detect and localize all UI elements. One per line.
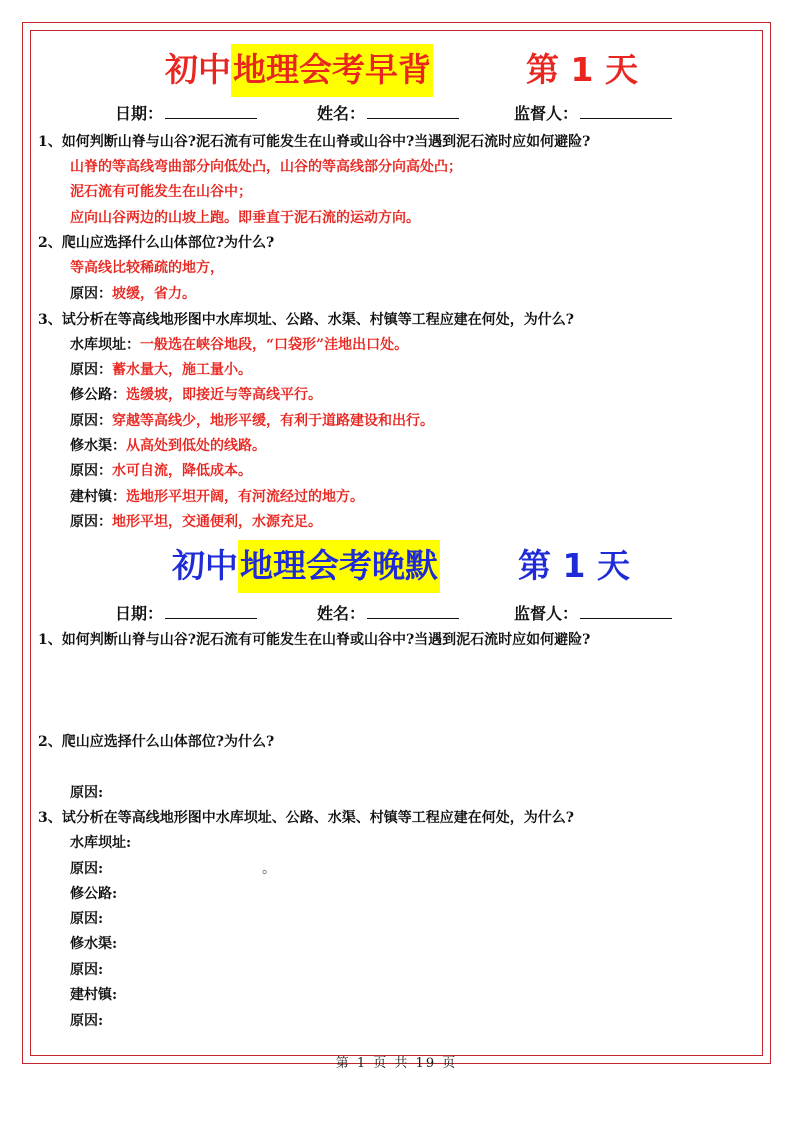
evening-title-prefix: 初中 [172, 546, 238, 585]
supervisor-blank [580, 100, 672, 119]
morning-question-2: 2、爬山应选择什么山体部位?为什么? [38, 235, 275, 251]
reason-text: 坡缓，省力。 [112, 286, 196, 302]
evening-name-field[interactable] [317, 600, 459, 626]
road-text: 选缓坡，即接近与等高线平行。 [126, 387, 322, 403]
morning-name-field[interactable] [317, 100, 459, 126]
evening-road-label: 修公路: [70, 886, 118, 902]
evening-title [172, 536, 440, 596]
road-reason-label: 原因： [70, 413, 112, 429]
supervisor-label: 监督人： [514, 104, 579, 123]
reason-label: 原因： [70, 286, 112, 302]
canal-label: 修水渠： [70, 438, 126, 454]
canal-reason-text: 水可自流，降低成本。 [112, 463, 252, 479]
morning-answer-1-2: 泥石流有可能发生在山谷中； [70, 184, 252, 200]
page-footer [0, 1055, 793, 1073]
morning-answer-2-1: 等高线比较稀疏的地方， [70, 260, 224, 276]
village-reason-label: 原因： [70, 514, 112, 530]
evening-info-row [0, 600, 793, 624]
morning-day: 第 1 天 [526, 50, 638, 89]
morning-dam [70, 333, 408, 358]
evening-road-reason-label: 原因: [70, 911, 104, 927]
name-blank [367, 600, 459, 619]
morning-title [165, 40, 433, 100]
canal-text: 从高处到低处的线路。 [126, 438, 266, 454]
supervisor-label: 监督人： [514, 604, 579, 623]
dam-reason-text: 蓄水量大，施工量小。 [112, 362, 252, 378]
evening-canal-label: 修水渠: [70, 936, 118, 952]
morning-canal [70, 434, 266, 459]
date-blank [165, 600, 257, 619]
road-label: 修公路： [70, 387, 126, 403]
canal-reason-label: 原因： [70, 463, 112, 479]
evening-q2-reason-label: 原因: [70, 785, 104, 801]
name-label: 姓名： [317, 104, 366, 123]
supervisor-blank [580, 600, 672, 619]
page-number: 第 1 页 共 19 页 [335, 1056, 458, 1071]
morning-title-highlight: 地理会考早背 [231, 44, 433, 97]
road-reason-text: 穿越等高线少，地形平缓，有利于道路建设和出行。 [112, 413, 434, 429]
morning-info-row [0, 100, 793, 124]
morning-dam-reason [70, 358, 252, 383]
morning-title-row [0, 40, 793, 100]
date-label: 日期： [115, 104, 164, 123]
village-text: 选地形平坦开阔，有河流经过的地方。 [126, 489, 364, 505]
morning-canal-reason [70, 459, 252, 484]
morning-answer-1-1: 山脊的等高线弯曲部分向低处凸，山谷的等高线部分向高处凸； [70, 159, 462, 175]
date-label: 日期： [115, 604, 164, 623]
evening-question-3: 3、试分析在等高线地形图中水库坝址、公路、水渠、村镇等工程应建在何处，为什么? [38, 810, 574, 826]
morning-road-reason [70, 409, 434, 434]
dam-text: 一般选在峡谷地段，“口袋形”洼地出口处。 [140, 337, 409, 353]
evening-day: 第 1 天 [518, 546, 630, 585]
name-label: 姓名： [317, 604, 366, 623]
morning-road [70, 383, 322, 408]
evening-dam-label: 水库坝址: [70, 835, 132, 851]
evening-question-2: 2、爬山应选择什么山体部位?为什么? [38, 734, 275, 750]
date-blank [165, 100, 257, 119]
morning-title-prefix: 初中 [165, 50, 231, 89]
evening-title-row [0, 536, 793, 596]
name-blank [367, 100, 459, 119]
evening-village-reason-label: 原因: [70, 1013, 104, 1029]
morning-answer-2-reason [70, 282, 196, 307]
evening-dam-reason-mark: 。 [262, 861, 276, 877]
evening-canal-reason-label: 原因: [70, 962, 104, 978]
morning-village-reason [70, 510, 322, 535]
evening-village-label: 建村镇: [70, 987, 118, 1003]
evening-date-field[interactable] [115, 600, 257, 626]
evening-title-highlight: 地理会考晚默 [238, 540, 440, 593]
dam-reason-label: 原因： [70, 362, 112, 378]
morning-village [70, 485, 364, 510]
morning-answer-1-3: 应向山谷两边的山坡上跑。即垂直于泥石流的运动方向。 [70, 210, 420, 226]
evening-question-1: 1、如何判断山脊与山谷?泥石流有可能发生在山脊或山谷中?当遇到泥石流时应如何避险? [38, 632, 591, 648]
morning-date-field[interactable] [115, 100, 257, 126]
village-label: 建村镇： [70, 489, 126, 505]
evening-dam-reason-label: 原因: [70, 861, 104, 877]
morning-supervisor-field[interactable] [514, 100, 672, 126]
evening-supervisor-field[interactable] [514, 600, 672, 626]
morning-question-1: 1、如何判断山脊与山谷?泥石流有可能发生在山脊或山谷中?当遇到泥石流时应如何避险? [38, 134, 591, 150]
dam-label: 水库坝址： [70, 337, 140, 353]
morning-question-3: 3、试分析在等高线地形图中水库坝址、公路、水渠、村镇等工程应建在何处，为什么? [38, 312, 574, 328]
village-reason-text: 地形平坦，交通便利，水源充足。 [112, 514, 322, 530]
